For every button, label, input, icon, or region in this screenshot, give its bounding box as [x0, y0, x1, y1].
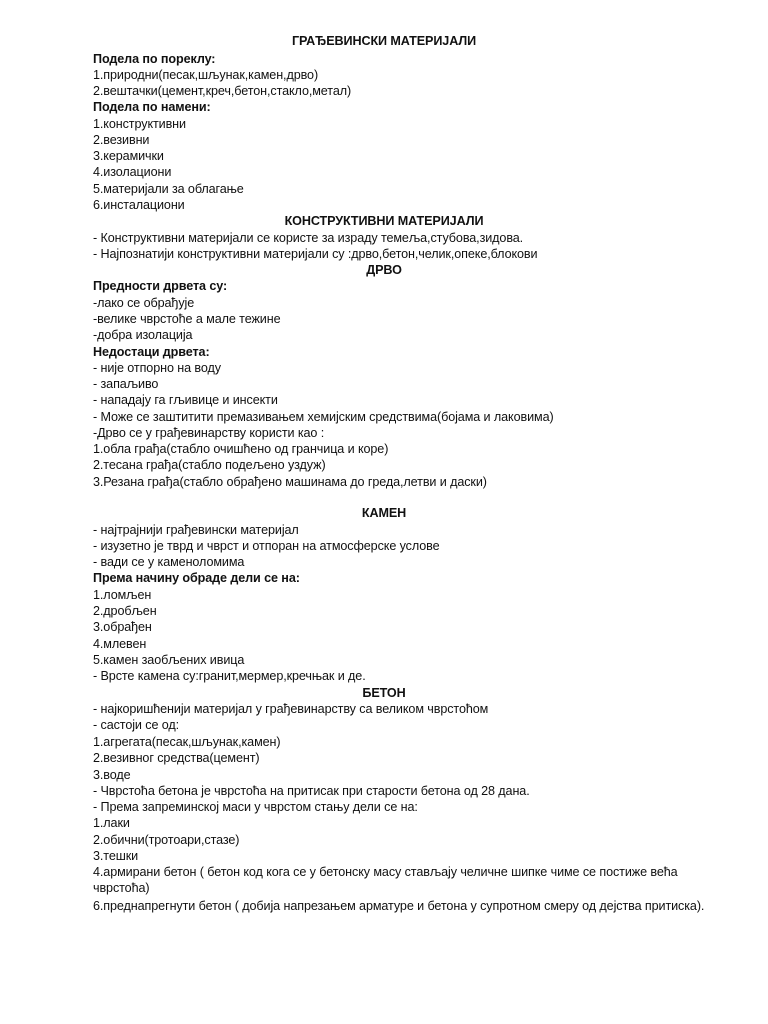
section-title: КАМЕН [361, 506, 407, 520]
list-item: 2.вештачки(цемент,креч,бетон,стакло,метал) [93, 84, 352, 98]
section-heading: Недостаци дрвета: [93, 345, 210, 359]
list-item: 2.обични(тротоари,стазе) [93, 833, 240, 847]
list-item: - Врсте камена су:гранит,мермер,кречњак и де. [93, 669, 366, 683]
list-item: - најкоришћенији материјал у грађевинарству са великом чврстоћом [93, 702, 489, 716]
list-item: 5.материјали за облагање [93, 182, 244, 196]
list-item: - није отпорно на воду [93, 361, 221, 375]
section-title: ДРВО [366, 263, 402, 277]
list-item: 1.ломљен [93, 588, 152, 602]
list-item: 2.везивног средства(цемент) [93, 751, 260, 765]
list-item: - Конструктивни материјали се користе за израду темеља,стубова,зидова. [93, 231, 524, 245]
list-item: 4.армирани бетон ( бетон код кога се у бетонску масу стављају челичне шипке чиме се постиже већа чврстоћа) [93, 865, 678, 895]
list-item: - Најпознатији конструктивни материјали су :дрво,бетон,челик,опеке,блокови [93, 247, 538, 261]
list-item: 2.везивни [93, 133, 150, 147]
page-title: ГРАЂЕВИНСКИ МАТЕРИЈАЛИ [291, 34, 477, 48]
list-item: 4.млевен [93, 637, 147, 651]
list-item: 6.инсталациони [93, 198, 185, 212]
list-item: 3.воде [93, 768, 131, 782]
list-item: 1.конструктивни [93, 117, 186, 131]
list-item: - изузетно је тврд и чврст и отпоран на атмосферске услове [93, 539, 440, 553]
list-item: 3.тешки [93, 849, 139, 863]
list-item: 1.природни(песак,шљунак,камен,дрво) [93, 68, 319, 82]
list-item: -лако се обрађује [93, 296, 195, 310]
list-item: 5.камен заобљених ивица [93, 653, 245, 667]
list-item: - најтрајнији грађевински материјал [93, 523, 299, 537]
list-item: -велике чврстоће а мале тежине [93, 312, 281, 326]
section-heading: Подела по намени: [93, 100, 211, 114]
section-heading: Подела по пореклу: [93, 52, 216, 66]
list-item: 3.Резана грађа(стабло обрађено машинама до греда,летви и даски) [93, 475, 487, 489]
list-item: - Може се заштитити премазивањем хемијским средствима(бојама и лаковима) [93, 410, 554, 424]
section-title: БЕТОН [362, 686, 406, 700]
list-item: - Према запреминској маси у чврстом стању дели се на: [93, 800, 418, 814]
list-item: 2.дробљен [93, 604, 157, 618]
section-heading: Према начину обраде дели се на: [93, 571, 300, 585]
list-item: - нападају га гљивице и инсекти [93, 393, 278, 407]
list-item: 3.обрађен [93, 620, 152, 634]
list-item: - вади се у каменоломима [93, 555, 245, 569]
list-item: - Чврстоћа бетона је чврстоћа на притисак при старости бетона од 28 дана. [93, 784, 530, 798]
list-item: 1.агрегата(песак,шљунак,камен) [93, 735, 281, 749]
list-item: - запаљиво [93, 377, 159, 391]
list-item: 1.обла грађа(стабло очишћено од гранчица и коре) [93, 442, 389, 456]
list-item: 2.тесана грађа(стабло подељено уздуж) [93, 458, 326, 472]
list-item: 6.преднапрегнути бетон ( добија напрезањем арматуре и бетона у супротном смеру од дејства притиска). [93, 899, 705, 913]
list-item: - састоји се од: [93, 718, 180, 732]
list-item: -Дрво се у грађевинарству користи као : [93, 426, 325, 440]
list-item: 4.изолациони [93, 165, 172, 179]
section-title: КОНСТРУКТИВНИ МАТЕРИЈАЛИ [284, 214, 484, 228]
list-item: 1.лаки [93, 816, 130, 830]
list-item: 3.керамички [93, 149, 164, 163]
section-heading: Предности дрвета су: [93, 279, 228, 293]
list-item: -добра изолација [93, 328, 193, 342]
